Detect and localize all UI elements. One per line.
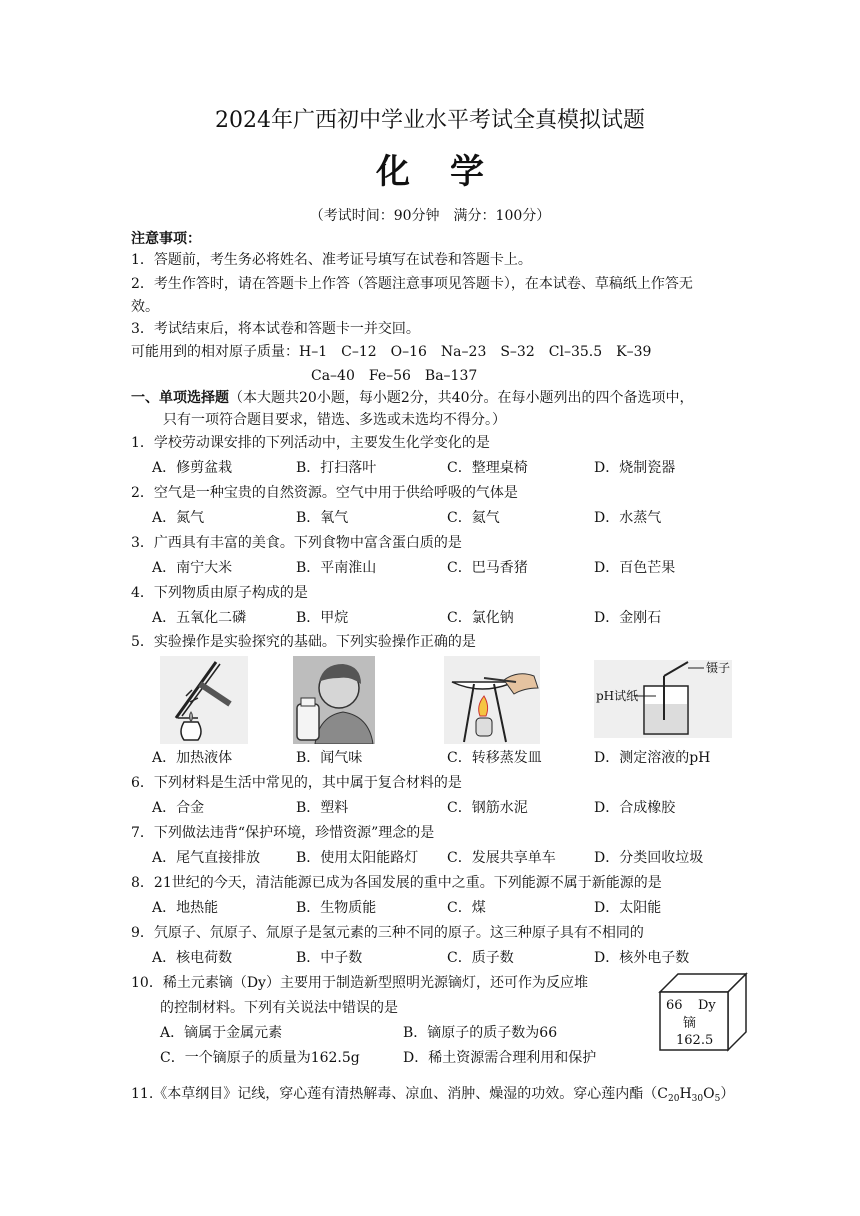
option-c: C．转移蒸发皿 [447,750,542,766]
note-item: 1．答题前，考生务必将姓名、准考证号填写在试卷和答题卡上。 [131,252,532,268]
ph-measure-figure [594,660,732,738]
option-a: A．氮气 [152,510,205,526]
q11-stem: 11.《本草纲目》记线，穿心莲有清热解毒、凉血、消肿、燥湿的功效。穿心莲内酯（ [131,1086,658,1102]
section-title: 一、单项选择题 [131,390,229,406]
question-stem: 10．稀土元素镝（Dy）主要用于制造新型照明光源镝灯，还可作为反应堆 [131,975,588,991]
option-a: A．镝属于金属元素 [160,1025,283,1041]
option-d: D．百色芒果 [594,560,676,576]
question-stem: 3．广西具有丰富的美食。下列食物中富含蛋白质的是 [131,535,462,551]
option-b: B．生物质能 [296,900,377,916]
question-stem: 7．下列做法违背“保护环境，珍惜资源”理念的是 [131,825,435,841]
heating-liquid-figure [160,656,248,744]
option-a: A．修剪盆栽 [152,460,233,476]
option-c: C．煤 [447,900,486,916]
option-c: C．质子数 [447,950,514,966]
option-c: C．氯化钠 [447,610,514,626]
option-b: B．氧气 [296,510,349,526]
element-name: 镝 [683,1016,697,1031]
option-a: A．五氧化二磷 [152,610,247,626]
notes-heading: 注意事项： [131,231,201,247]
chemical-formula: $C_{20}H_{30}O_5$ [657,1086,721,1104]
option-a: A．尾气直接排放 [152,850,261,866]
atomic-mass-line: 可能用到的相对原子质量：H–1 C–12 O–16 Na–23 S–32 Cl–35.5 K–39 [131,344,652,360]
exam-info: （考试时间：90分钟 满分：100分） [309,208,551,224]
option-c: C．巴马香猪 [447,560,528,576]
ph-paper-label: pH试纸 [596,689,639,703]
option-c: C．一个镝原子的质量为162.5g [160,1050,360,1066]
option-b: B．镝原子的质子数为66 [403,1025,558,1041]
note-item: 效。 [131,299,159,315]
element-number: 66 [666,998,683,1013]
option-d: D．太阳能 [594,900,662,916]
option-b: B．塑料 [296,800,349,816]
smelling-figure [293,656,375,744]
element-symbol: Dy [698,998,716,1013]
question-stem: 11.《本草纲目》记线，穿心莲有清热解毒、凉血、消肿、燥湿的功效。穿心莲内酯$(C_{20}H_{30}O_5)$ [131,1086,735,1104]
section-heading [131,388,694,408]
subject-title: 化学 [376,152,524,192]
option-d: D．稀土资源需合理利用和保护 [403,1050,597,1066]
option-d: D．烧制瓷器 [594,460,676,476]
question-stem: 5．实验操作是实验探究的基础。下列实验操作正确的是 [131,634,476,650]
option-a: A．地热能 [152,900,219,916]
question-stem-cont: 的控制材料。下列有关说法中错误的是 [160,1000,398,1016]
option-a: A．加热液体 [152,750,233,766]
option-b: B．使用太阳能路灯 [296,850,419,866]
exam-title: 2024年广西初中学业水平考试全真模拟试题 [215,108,645,133]
section-desc: （本大题共20小题，每小题2分，共40分。在每小题列出的四个备选项中， [229,390,694,406]
option-d: D．分类回收垃圾 [594,850,704,866]
question-stem: 4．下列物质由原子构成的是 [131,585,308,601]
question-stem: 1．学校劳动课安排的下列活动中，主要发生化学变化的是 [131,435,490,451]
option-d: D．合成橡胶 [594,800,676,816]
tweezers-label: 镊子 [706,661,731,675]
atomic-mass-line: Ca–40 Fe–56 Ba–137 [311,368,478,384]
note-item: 2．考生作答时，请在答题卡上作答（答题注意事项见答题卡），在本试卷、草稿纸上作答无 [131,276,693,292]
evaporating-dish-figure [444,656,540,744]
option-d: D．测定溶液的pH [594,750,711,766]
option-b: B．平南淮山 [296,560,377,576]
element-mass: 162.5 [676,1033,714,1048]
option-c: C．发展共享单车 [447,850,556,866]
option-c: C．钢筋水泥 [447,800,528,816]
section-desc-2: 只有一项符合题目要求，错选、多选或未选均不得分。） [163,412,506,428]
option-b: B．打扫落叶 [296,460,377,476]
option-a: A．南宁大米 [152,560,233,576]
question-stem: 8．21世纪的今天，清洁能源已成为各国发展的重中之重。下列能源不属于新能源的是 [131,875,662,891]
option-a: A．合金 [152,800,205,816]
option-b: B．闻气味 [296,750,363,766]
question-stem: 9．氕原子、氘原子、氚原子是氢元素的三种不同的原子。这三种原子具有不相同的 [131,925,644,941]
note-item: 3．考试结束后，将本试卷和答题卡一并交回。 [131,321,420,337]
option-b: B．中子数 [296,950,363,966]
option-d: D．金刚石 [594,610,662,626]
option-c: C．整理桌椅 [447,460,528,476]
option-a: A．核电荷数 [152,950,233,966]
question-stem: 2．空气是一种宝贵的自然资源。空气中用于供给呼吸的气体是 [131,485,518,501]
option-b: B．甲烷 [296,610,349,626]
question-stem: 6．下列材料是生活中常见的，其中属于复合材料的是 [131,775,462,791]
option-d: D．水蒸气 [594,510,662,526]
option-d: D．核外电子数 [594,950,690,966]
option-c: C．氦气 [447,510,500,526]
